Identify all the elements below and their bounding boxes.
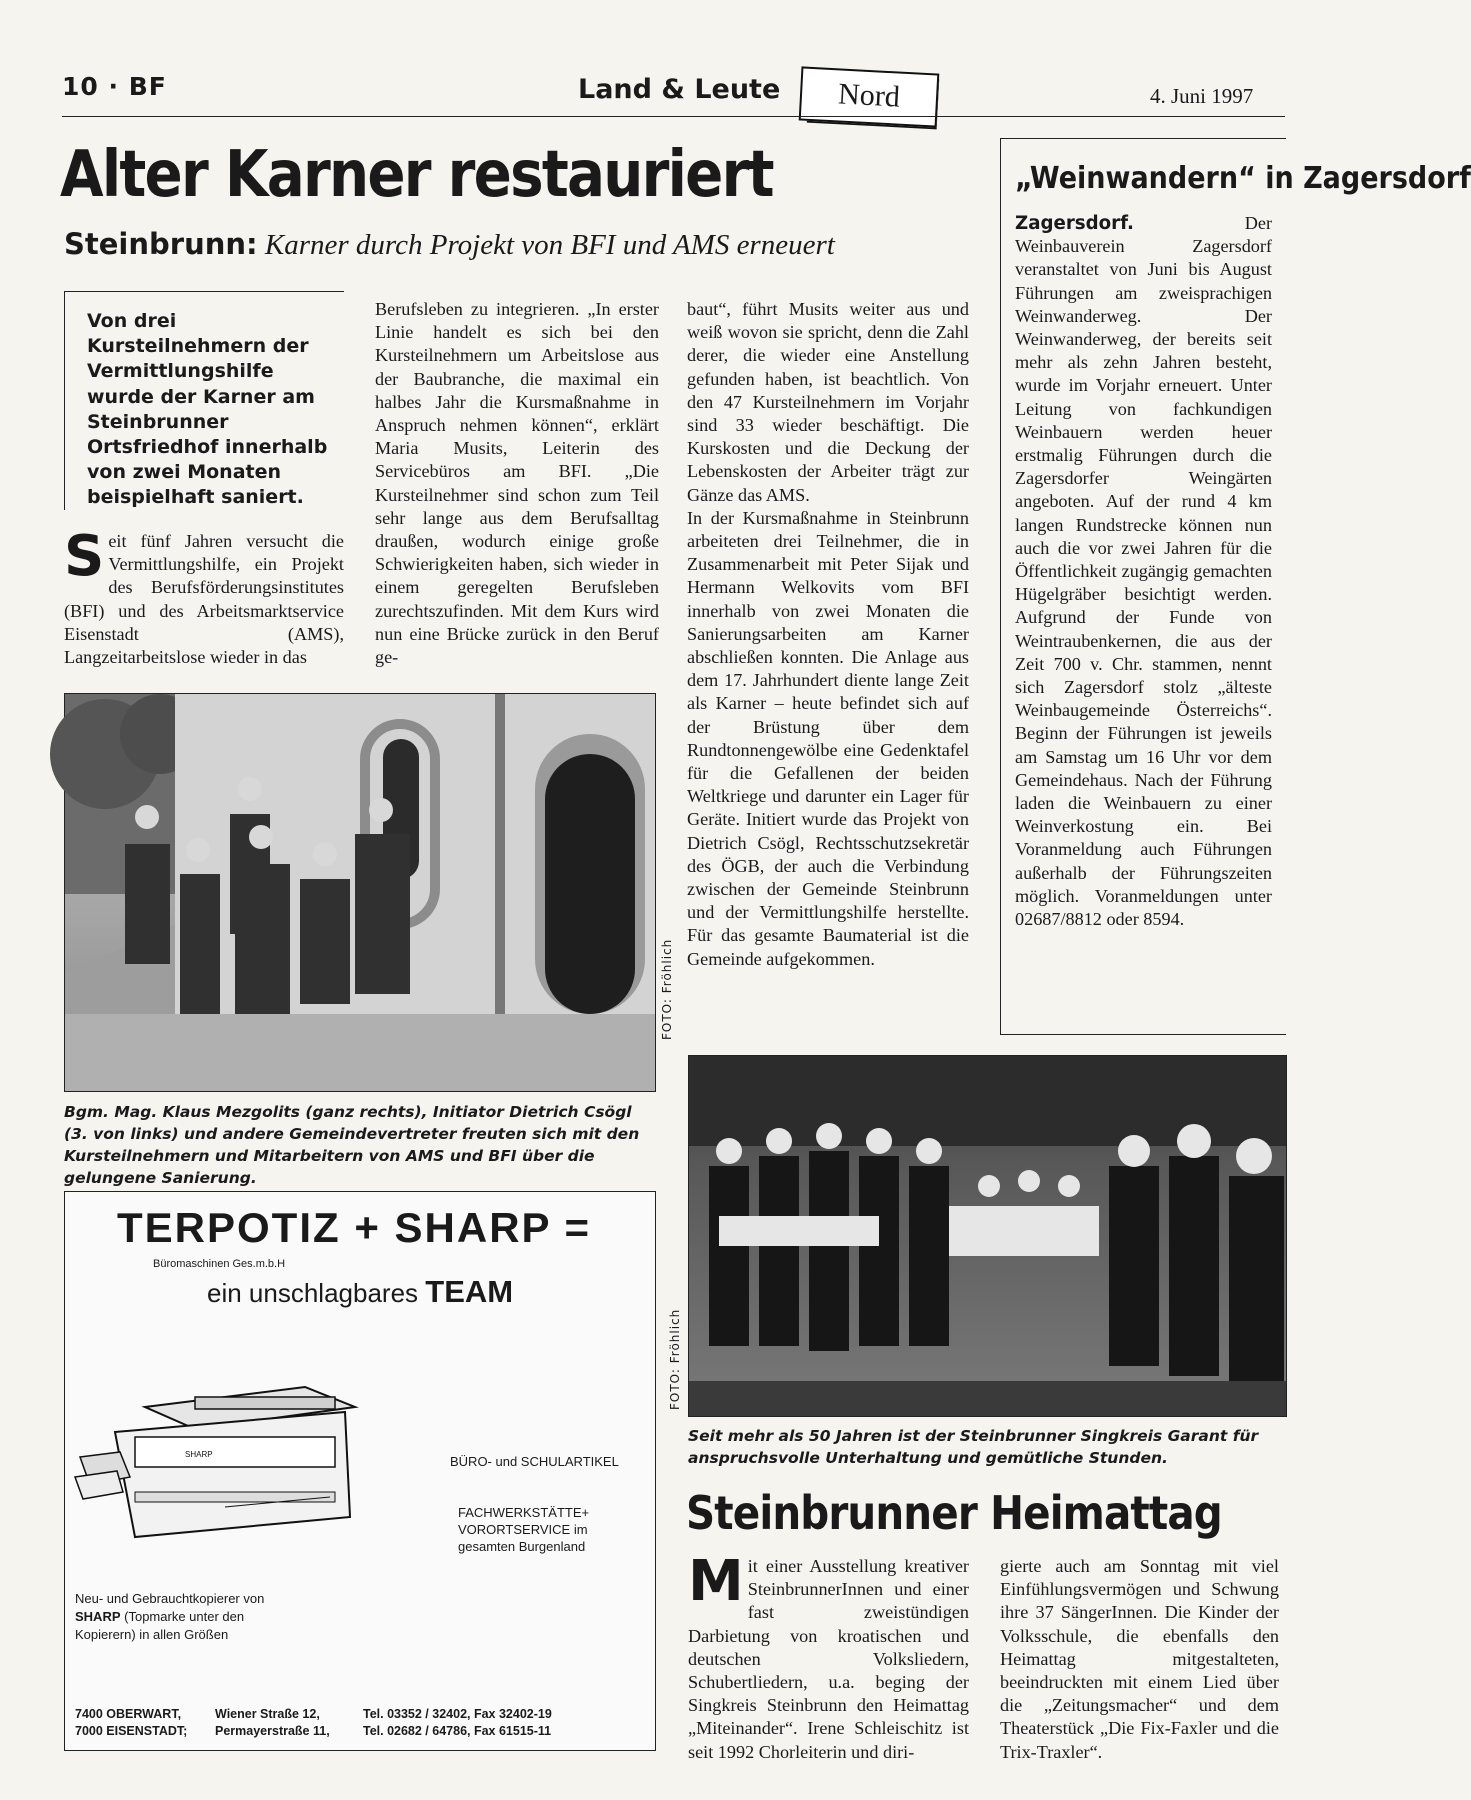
choir-headline: Steinbrunner Heimattag [686, 1486, 1222, 1540]
main-subheadline-place: Steinbrunn: [64, 227, 258, 261]
main-article-col1 [64, 524, 344, 669]
ad-address-1-street: Wiener Straße 12, [215, 1707, 320, 1721]
main-subheadline-text: Karner durch Projekt von BFI und AMS erneuert [264, 229, 835, 261]
main-col3-para1: baut“, führt Musits weiter aus und weiß wovon sie spricht, denn die Zahl derer, die wieder eine Anstellung gefunden haben, ist beachtlich. Von den 47 Kursteilnehmern im Vorjahr sind 33 wieder beschäftigt. Die Kurskosten und die Deckung der Lebenskosten der Arbeiter trägt zur Gänze das AMS. [687, 299, 969, 505]
region-tag: Nord [799, 66, 940, 127]
ad-copier-text-1: Neu- und Gebrauchtkopierer von [75, 1591, 265, 1606]
sidebar-box [1000, 138, 1471, 1035]
ad-headline: TERPOTIZ + SHARP = [117, 1204, 591, 1251]
choir-photo [688, 1055, 1287, 1417]
ad-tagline-prefix: ein unschlagbares [207, 1278, 419, 1308]
main-article-col2: Berufsleben zu integrieren. „In erster Linie handelt es sich bei den Kursteilnehmern um Arbeitslose aus der Baubranche, die maximal ein halbes Jahr die Kursmaßnahme in Anspruch nehmen können“, erklärt Maria Musits, Leiterin des Servicebüros am BFI. „Die Kursteilnehmer sind schon zum Teil sehr lange aus dem Berufsalltag draußen, wodurch einige große Schwierigkeiten haben, sich wieder in einem geregelten Berufsleben zurechtszufinden. Mit dem Kurs wird nun eine Brücke zurück in den Beruf ge- [375, 299, 659, 668]
lead-box [64, 291, 344, 510]
page-number: 10 [62, 72, 99, 101]
karner-photo-credit: FOTO: Fröhlich [660, 938, 674, 1040]
ad-copier-text-2: (Topmarke unter den Kopierern) in allen Größen [75, 1609, 245, 1642]
main-subheadline [64, 226, 835, 263]
ad-address-1-city: 7400 OBERWART, [75, 1707, 182, 1721]
main-article-col3 [687, 298, 969, 971]
svg-text:SHARP: SHARP [185, 1450, 213, 1459]
choir-photo-caption: Seit mehr als 50 Jahren ist der Steinbrunner Singkreis Garant für anspruchsvolle Unterhaltung und gemütliche Stunden. [688, 1427, 1259, 1467]
ad-addresses [75, 1706, 645, 1740]
choir-photo-drawing [689, 1056, 1286, 1416]
ad-tagline [207, 1274, 513, 1310]
sidebar-headline: „Weinwandern“ in Zagersdorf [1015, 161, 1471, 196]
drop-cap-s: S [64, 524, 105, 589]
ad-address-1-phone: Tel. 03352 / 32402, Fax 32402-19 [363, 1707, 552, 1721]
sidebar-place: Zagersdorf. [1015, 213, 1134, 234]
karner-photo [64, 693, 656, 1092]
publication-name: BF [128, 72, 167, 101]
ad-address-eisenstadt [75, 1723, 645, 1740]
ad-copier-text [75, 1590, 305, 1644]
ad-tagline-team: TEAM [425, 1274, 514, 1309]
choir-col1-text: it einer Ausstellung kreativer SteinbrunnerInnen und einer fast zweistündigen Darbietung von kroatischen und deutschen Volksliedern, Schubertliedern, u.a. beging der Singkreis Steinbrunn den Heimattag „Miteinander“. Irene Schleischitz ist seit 1992 Chorleiterin und diri- [688, 1556, 969, 1762]
terpotiz-sharp-ad [64, 1191, 656, 1751]
page-folio [62, 72, 167, 101]
ad-offer-2: FACHWERKSTÄTTE+ VORORTSERVICE im gesamten Burgenland [458, 1505, 590, 1554]
sidebar-text: Der Weinbauverein Zagersdorf veranstaltet von Juni bis August Führungen am zweisprachigen Weinwanderweg. Der Weinwanderweg, der bereits seit mehr als zehn Jahren besteht, wurde im Vorjahr erneuert. Unter Leitung von fachkundigen Weinbauern werden heuer erstmalig Führungen durch die Zagersdorfer Weingärten angeboten. Auf der rund 4 km langen Rundstrecke können nun auch die vor zwei Jahren für die Öffentlichkeit zugängig gemachten Hügelgräber besichtigt werden. Aufgrund der Funde von Weintraubenkernen, die aus der Zeit 700 v. Chr. stammen, nennt sich Zagersdorf stolz „älteste Weinbaugemeinde Österreichs“. Beginn der Führungen ist jeweils am Samstag um 16 Uhr vor dem Gemeindehaus. Nach der Führung laden die Weinbauern zu einer Weinverkostung ein. Bei Voranmeldung auch Führungen außerhalb der Führungszeiten möglich. Voranmeldungen unter 02687/8812 oder 8594. [1015, 213, 1272, 930]
header-rule [62, 116, 1285, 117]
issue-date: 4. Juni 1997 [1150, 84, 1254, 108]
lead-text: Von drei Kursteilnehmern der Vermittlungshilfe wurde der Karner am Steinbrunner Ortsfriedhof innerhalb von zwei Monaten beispielhaft saniert. [87, 310, 328, 509]
ad-offer-1: BÜRO- und SCHULARTIKEL [450, 1454, 619, 1469]
choir-photo-credit: FOTO: Fröhlich [668, 1308, 682, 1410]
drop-cap-m: M [688, 1549, 744, 1614]
karner-photo-drawing [65, 694, 655, 1091]
main-headline: Alter Karner restauriert [60, 138, 773, 212]
sidebar-body [1015, 212, 1272, 931]
ad-address-2-street: Permayerstraße 11, [215, 1724, 330, 1738]
main-col3-para2: In der Kursmaßnahme in Steinbrunn arbeiteten drei Teilnehmer, die in Zusammenarbeit mit Peter Sijak und Hermann Welkovits vom BFI innerhalb von zwei Monaten die Sanierungsarbeiten am Karner abschließen konnten. Die Anlage aus dem 17. Jahrhundert diente lange Zeit als Karner – heute befindet sich auf der Brüstung über dem Rundtonnengewölbe eine Gedenktafel für die Gefallenen der beiden Weltkriege und darunter ein Lager für Geräte. Initiert wurde das Projekt von Dietrich Csögl, Rechtsschutzsekretär des ÖGB, der auch die Verbindung zwischen der Gemeinde Steinbrunn und der Vermittlungshilfe herstellte. Für das gesamte Baumaterial ist die Gemeinde aufgekommen. [687, 507, 969, 969]
main-col1-text: eit fünf Jahren versucht die Vermittlungshilfe, ein Projekt des Berufsförderungsinstitutes (BFI) und des Arbeitsmarktservice Eisenstadt (AMS), Langzeitarbeitslose wieder in das [64, 531, 344, 668]
choir-article-col2: gierte auch am Sonntag mit viel Einfühlungsvermögen und Schwung ihre 37 SängerInnen. Die Kinder der Volksschule, die ebenfalls den Heimattag mitgestalteten, beeindruckten mit einem Lied über die „Zeitungsmacher“ und dem Theaterstück „Die Fix-Faxler und die Trix-Traxler“. [1000, 1556, 1279, 1762]
folio-bullet: · [108, 72, 120, 101]
ad-copier-brand: SHARP [75, 1609, 121, 1624]
karner-photo-caption: Bgm. Mag. Klaus Mezgolits (ganz rechts), Initiator Dietrich Csögl (3. von links) und andere Gemeindevertreter freuten sich mit den Kursteilnehmern und Mitarbeitern von AMS und BFI über die gelungene Sanierung. [64, 1103, 640, 1187]
ad-company: Büromaschinen Ges.m.b.H [153, 1258, 286, 1270]
copier-icon [75, 1367, 395, 1547]
ad-address-2-phone: Tel. 02682 / 64786, Fax 61515-11 [363, 1724, 552, 1738]
section-title: Land & Leute [578, 74, 781, 105]
choir-article-col1 [688, 1549, 969, 1764]
ad-address-oberwart [75, 1706, 645, 1723]
ad-address-2-city: 7000 EISENSTADT; [75, 1724, 188, 1738]
